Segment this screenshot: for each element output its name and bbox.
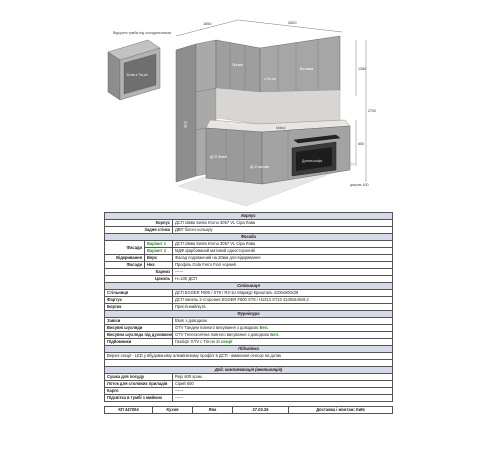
- label-dsp-b: ДСП білий: [210, 155, 227, 159]
- pidsvitka-row: Верхні секції - LED у вбудованому алюмінієвому профілі в ДСП - вмикання сенсор на дотик: [105, 353, 393, 360]
- korpus-row: Корпус ДСП 18мм Swiss Krono 3057 VL Сіра Лава: [105, 220, 393, 227]
- label-tip-on: з Тіп-он: [264, 77, 277, 81]
- backsplash: [216, 88, 340, 124]
- footer-table: [104, 406, 393, 414]
- side-unit-caption: Відкрита тумба під холодильником: [112, 31, 172, 35]
- dim-total-h: 2700: [368, 109, 376, 113]
- dod-row: Лоток для столових приладів Сірий 600: [105, 381, 393, 388]
- furnitura-row: Висувні шухляди GTV Тандем повного висування з доводкою Бел.: [105, 325, 393, 332]
- label-prizma: Прізма: [232, 63, 243, 67]
- footer-row: [105, 407, 393, 414]
- fasady-row: Карниз ------: [105, 269, 393, 276]
- section-dod: Дод. комплектація (вентиляція): [105, 367, 393, 374]
- fasady-row: Фасади Варіант 1 ДСП 18мм Swiss Krono 3057 VL Сіра Лава: [105, 241, 393, 248]
- plinth-note: цоколь 100: [350, 183, 369, 187]
- upper-cabinets: [216, 36, 340, 92]
- fasady-row: Цоколь H=100 ДСП: [105, 276, 393, 283]
- fasady-row: Відкривання Верх Фасад подовжений на 20мм для відкривання: [105, 255, 393, 262]
- side-unit-label: Хотів з Тіп-он: [126, 73, 148, 77]
- section-stilnytsia: Стільниця: [105, 283, 393, 290]
- order-date: 27.03.26: [233, 407, 289, 414]
- label-vytyazhka: Витяжка: [300, 67, 314, 71]
- fasady-row: Варіант 2 МДФ фарбований матовий односторонній: [105, 248, 393, 255]
- section-korpus: Корпус: [105, 213, 393, 220]
- dim-width: 1850: [203, 22, 212, 26]
- dim-depth: 2600: [288, 21, 297, 25]
- dim-top-h: 1380: [358, 67, 366, 71]
- kitchen-drawing: [0, 0, 500, 212]
- furnitura-row: Висувна шухляда під духовкою GTV Телескопічна повного висування з доводкою Бел.: [105, 332, 393, 339]
- blank-row: [105, 360, 393, 367]
- furnitura-row: Підйомники Газліфт GTV с Тіп-он Зі секції: [105, 339, 393, 346]
- section-furnitura: Фурнітура: [105, 311, 393, 318]
- order-type: Кухня: [153, 407, 193, 414]
- label-dsp-mat: ДСП матове: [250, 165, 270, 169]
- dod-row: Сушка для посуду Rejs 600 хром: [105, 374, 393, 381]
- spec-table: [104, 212, 393, 402]
- stilnytsia-row: Фартух ДСП панель 2-стороння EGGER F800 ST9 / H1313 ST10 4100х640х9,2: [105, 297, 393, 304]
- spec-sheet: [104, 212, 392, 436]
- label-sink: Мийка: [276, 126, 286, 130]
- delivery-info: Доставка і монтаж: Київ: [289, 407, 393, 414]
- section-fasady: Фасади: [105, 234, 393, 241]
- dod-row: Карго ------: [105, 388, 393, 395]
- label-dsp-left: ДСП: [183, 120, 189, 129]
- dod-row: Підсвітка в тумбі з мийкою ------: [105, 395, 393, 402]
- label-duhovka: Духова шафа: [302, 159, 323, 163]
- order-number: КП 347004: [105, 407, 153, 414]
- manager-name: Яна: [193, 407, 233, 414]
- dim-mid-h: 650: [358, 142, 364, 146]
- side-unit: [108, 31, 172, 100]
- korpus-row: Задня стінка ДВП білого кольору: [105, 227, 393, 234]
- section-pidsvitka: Підсвітка: [105, 346, 393, 353]
- stilnytsia-row: Стільниця ДСП EGGER F800 / ST9 / R3-1U Мармур Кришталь 4100х600х38: [105, 290, 393, 297]
- stilnytsia-row: Бортик Пристінний/кута: [105, 304, 393, 311]
- fasady-row: Фасади Низ Профіль Gola Ferro Fiori чорний: [105, 262, 393, 269]
- furnitura-row: Завіси Blum з доводкою: [105, 318, 393, 325]
